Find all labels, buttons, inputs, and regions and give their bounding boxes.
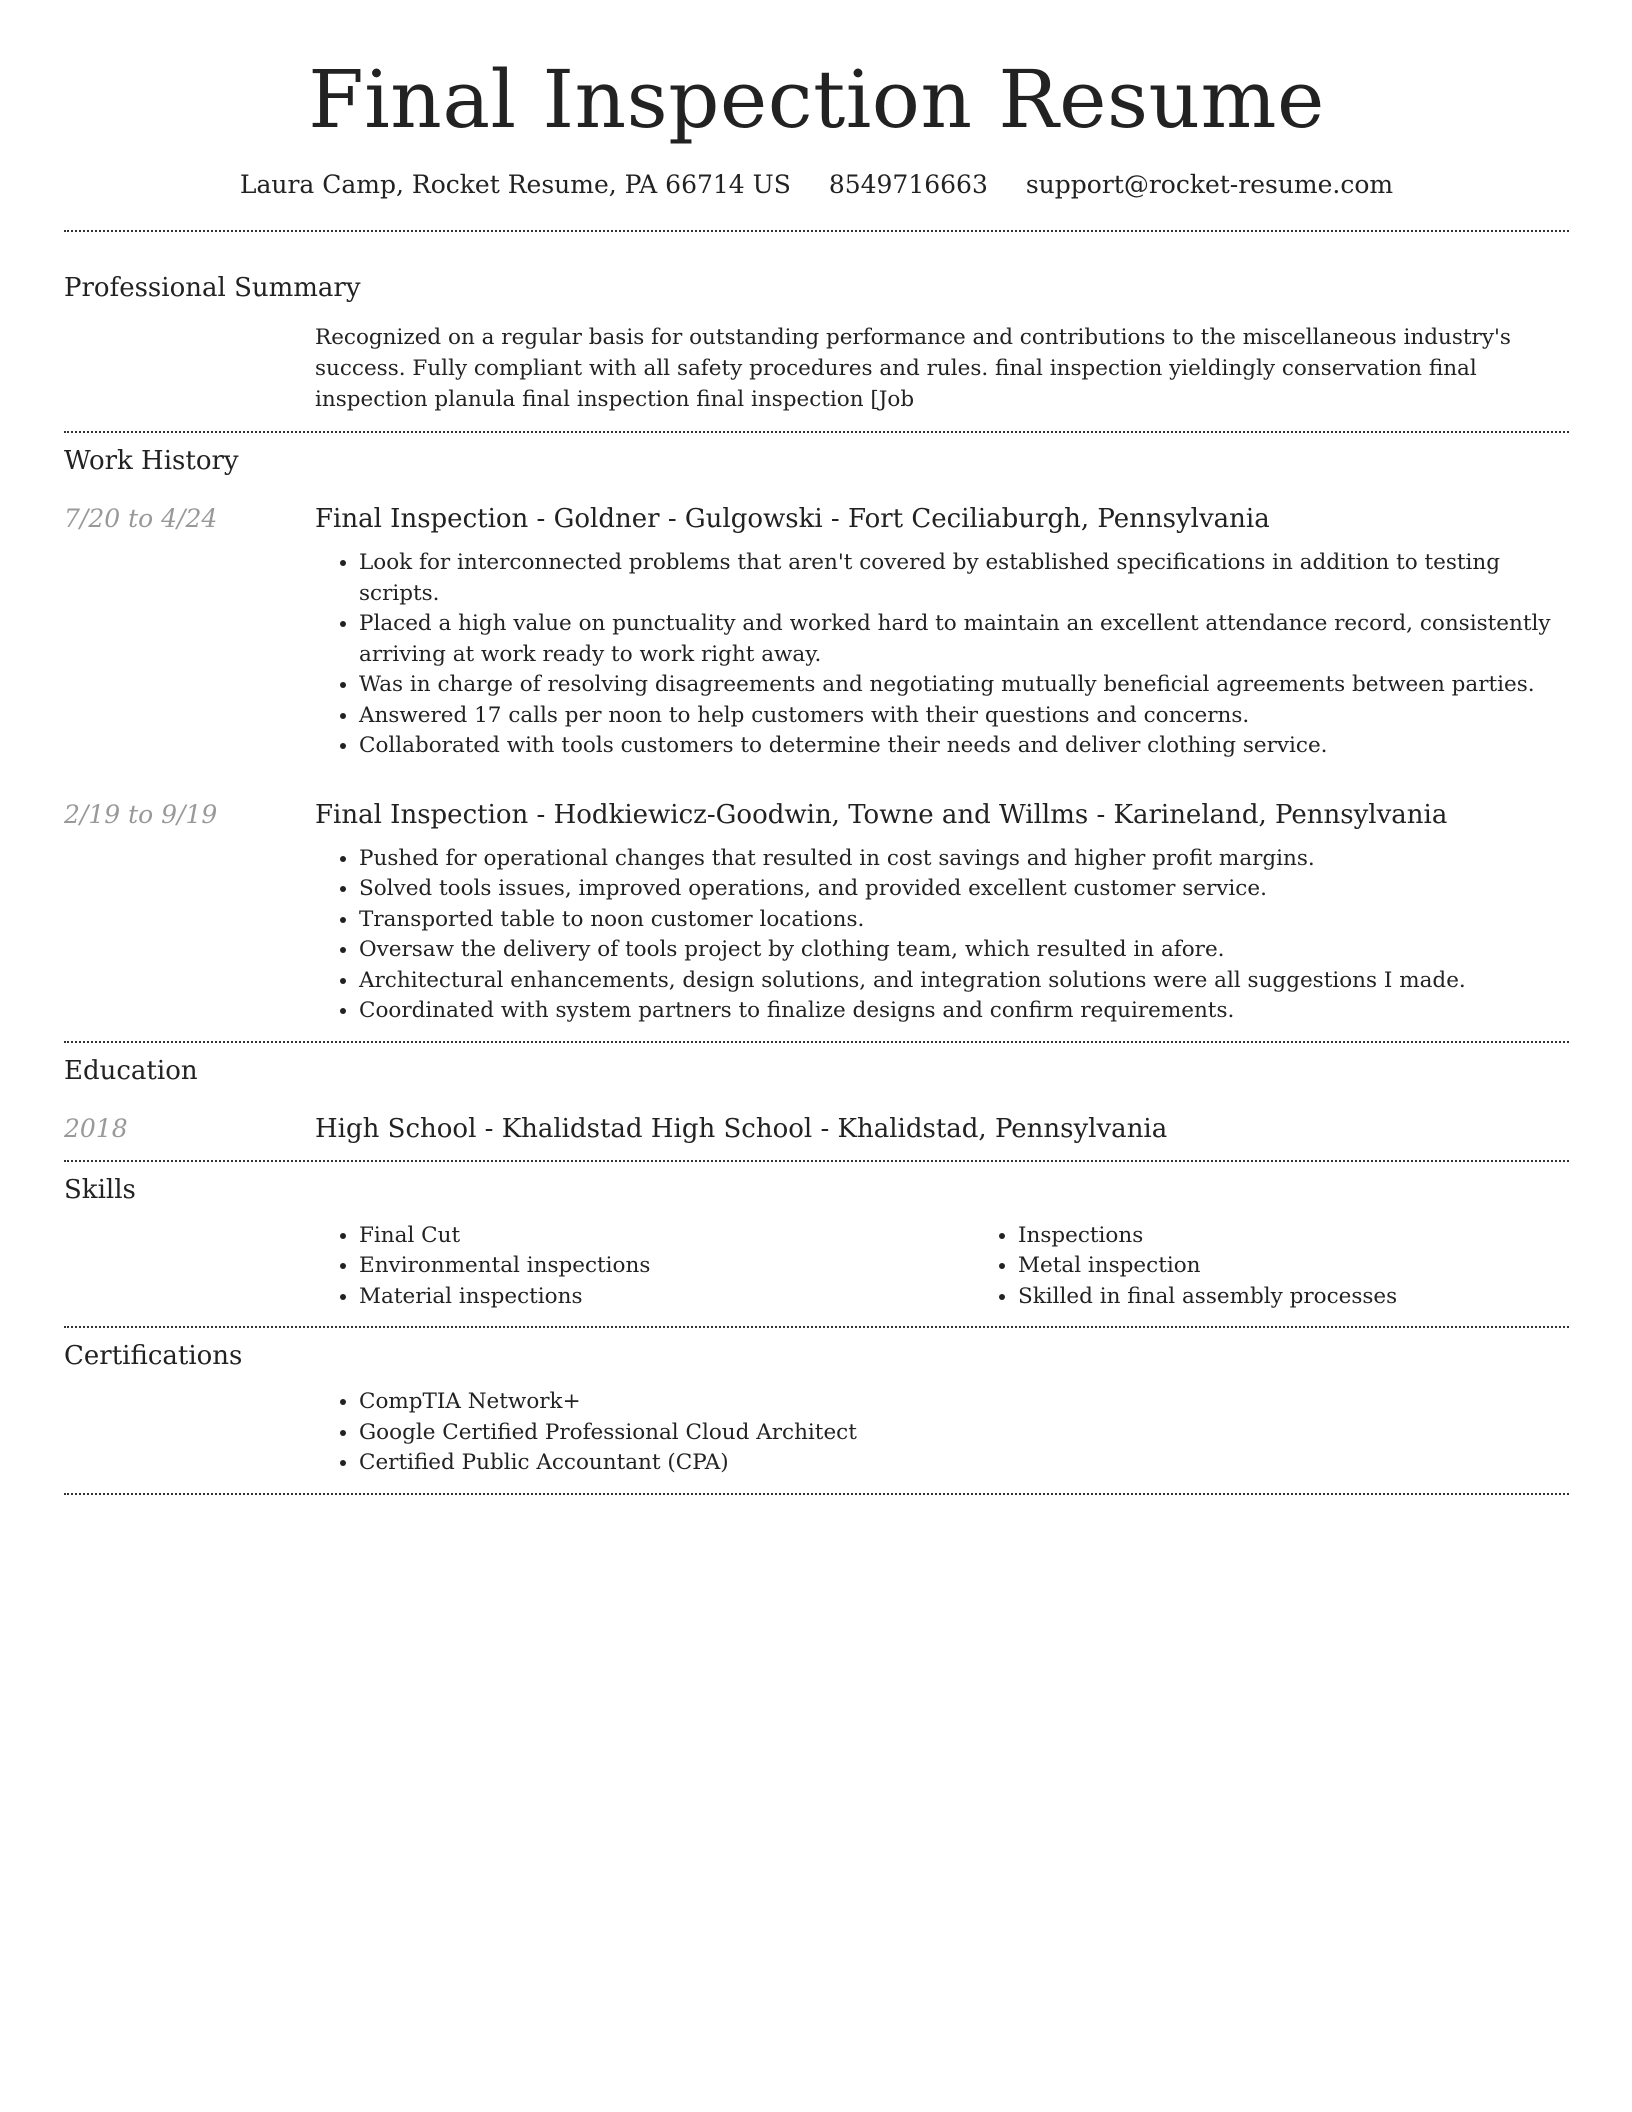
job-dates: 2/19 to 9/19: [64, 799, 218, 829]
job-entry: [64, 798, 1569, 1027]
contact-line: [64, 168, 1569, 202]
divider: [64, 1493, 1569, 1495]
summary-section: [64, 232, 1569, 415]
list-item: • Certified Public Accountant (CPA): [359, 1448, 1569, 1479]
list-item: • Was in charge of resolving disagreements and negotiating mutually beneficial agreements between parties.: [359, 670, 1569, 701]
list-item: • CompTIA Network+: [359, 1387, 1569, 1418]
section-title-education: Education: [64, 1055, 198, 1086]
list-item: • Look for interconnected problems that aren't covered by established specifications in addition to testing scripts.: [359, 548, 1569, 609]
list-item: • Collaborated with tools customers to determine their needs and deliver clothing service.: [359, 731, 1569, 762]
contact-address: Laura Camp, Rocket Resume, PA 66714 US: [239, 170, 791, 199]
list-item: • Placed a high value on punctuality and worked hard to maintain an excellent attendance record, consistently arriving at work ready to work right away.: [359, 609, 1569, 670]
section-title-work-history: Work History: [64, 446, 239, 476]
resume-page: [64, 0, 1569, 1495]
list-item: • Answered 17 calls per noon to help customers with their questions and concerns.: [359, 701, 1569, 732]
certifications-list: [315, 1387, 1569, 1479]
work-history-section: [64, 433, 1569, 1027]
list-item: • Transported table to noon customer locations.: [359, 905, 1569, 936]
job-bullets: [315, 548, 1569, 762]
job-bullets: [315, 844, 1569, 1027]
education-entry: High School - Khalidstad High School - Khalidstad, Pennsylvania: [315, 1113, 1168, 1144]
section-title-certifications: Certifications: [64, 1341, 243, 1371]
skills-list-right: [974, 1221, 1632, 1313]
list-item: • Solved tools issues, improved operations, and provided excellent customer service.: [359, 874, 1569, 905]
list-item: • Material inspections: [359, 1282, 974, 1313]
contact-phone: 8549716663: [828, 170, 988, 199]
job-title: Final Inspection - Hodkiewicz-Goodwin, Towne and Willms - Karineland, Pennsylvania: [315, 799, 1448, 830]
resume-title: Final Inspection Resume: [308, 53, 1325, 146]
certifications-section: [64, 1328, 1569, 1479]
list-item: • Coordinated with system partners to finalize designs and confirm requirements.: [359, 996, 1569, 1027]
job-entry: [64, 502, 1569, 762]
list-item: • Oversaw the delivery of tools project by clothing team, which resulted in afore.: [359, 935, 1569, 966]
list-item: • Pushed for operational changes that resulted in cost savings and higher profit margins.: [359, 844, 1569, 875]
list-item: • Metal inspection: [1018, 1251, 1632, 1282]
summary-text: Recognized on a regular basis for outstanding performance and contributions to the miscellaneous industry's success. Fully compliant with all safety procedures and rules. final inspection yieldingly conservation final inspection planula final inspection final inspection [Job: [315, 325, 1511, 412]
section-title-summary: Professional Summary: [64, 273, 361, 303]
education-date: 2018: [64, 1113, 128, 1143]
list-item: • Skilled in final assembly processes: [1018, 1282, 1632, 1313]
list-item: • Environmental inspections: [359, 1251, 974, 1282]
list-item: • Google Certified Professional Cloud Architect: [359, 1418, 1569, 1449]
job-title: Final Inspection - Goldner - Gulgowski - Fort Ceciliaburgh, Pennsylvania: [315, 504, 1270, 534]
skills-list-left: [315, 1221, 974, 1313]
section-title-skills: Skills: [64, 1174, 136, 1205]
contact-email: support@rocket-resume.com: [1025, 170, 1394, 199]
education-section: [64, 1043, 1569, 1146]
job-dates: 7/20 to 4/24: [64, 504, 218, 533]
list-item: • Final Cut: [359, 1221, 974, 1252]
list-item: • Inspections: [1018, 1221, 1632, 1252]
list-item: • Architectural enhancements, design solutions, and integration solutions were all suggestions I made.: [359, 966, 1569, 997]
skills-section: [64, 1162, 1569, 1313]
